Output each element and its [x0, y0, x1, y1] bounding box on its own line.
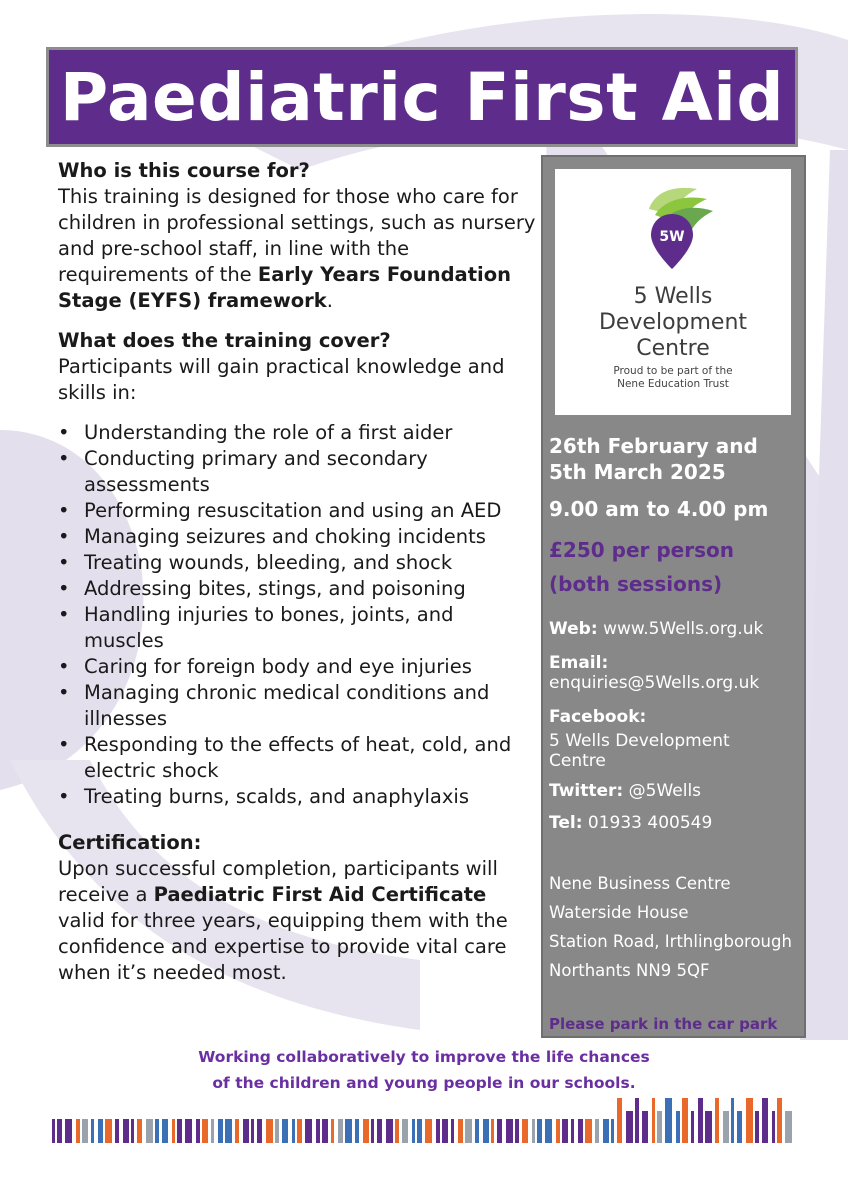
facebook-link[interactable]: [549, 731, 804, 771]
list-item: [58, 420, 538, 446]
tel-row: [549, 813, 804, 833]
decorative-bar: [762, 1098, 768, 1143]
decorative-bar: [202, 1119, 208, 1143]
cert-heading: Certification:: [58, 831, 202, 854]
list-item-text: Conducting primary and secondary assessments: [84, 447, 428, 496]
decorative-bar: [316, 1119, 320, 1143]
decorative-bar: [76, 1119, 80, 1143]
decorative-bar: [417, 1119, 422, 1143]
decorative-bar: [363, 1119, 369, 1143]
decorative-bar: [235, 1119, 239, 1143]
decorative-bar: [571, 1119, 574, 1143]
decorative-bar: [292, 1119, 295, 1143]
list-item: [58, 498, 538, 524]
decorative-bar: [251, 1119, 254, 1143]
list-item-text: Performing resuscitation and using an AED: [84, 499, 502, 522]
eyfs-bold: Early Years Foundation Stage (EYFS) framework: [58, 263, 511, 312]
bullet-icon: •: [58, 447, 70, 470]
decorative-bar: [345, 1119, 352, 1143]
decorative-bar: [146, 1119, 153, 1143]
tel-label: Tel:: [549, 813, 583, 833]
who-text-end: .: [326, 289, 333, 312]
logo-name: [555, 284, 791, 362]
decorative-bar: [275, 1119, 279, 1143]
web-label: Web:: [549, 619, 598, 639]
bullet-icon: •: [58, 681, 70, 704]
decorative-bar: [578, 1119, 583, 1143]
price-line1: £250 per person: [549, 538, 734, 562]
address-line: Nene Business Centre: [549, 874, 731, 893]
bullet-icon: •: [58, 785, 70, 808]
list-item: [58, 732, 538, 784]
decorative-bar: [491, 1119, 494, 1143]
cert-bold: Paediatric First Aid Certificate: [153, 883, 487, 906]
cover-list: [58, 420, 538, 810]
decorative-bar: [497, 1119, 502, 1143]
decorative-bar: [595, 1119, 599, 1143]
decorative-bar: [458, 1119, 463, 1143]
logo-name-line1: 5 Wells: [633, 284, 713, 309]
decorative-bar: [642, 1111, 648, 1143]
decorative-bar: [65, 1119, 72, 1143]
web-link[interactable]: www.5Wells.org.uk: [603, 619, 764, 639]
parking-note: Please park in the car park: [549, 1015, 778, 1033]
list-item-text: Treating burns, scalds, and anaphylaxis: [84, 785, 469, 808]
list-item-text: Handling injuries to bones, joints, and muscles: [84, 603, 454, 652]
decorative-bar: [105, 1119, 112, 1143]
5w-logo-icon: [555, 169, 791, 281]
bullet-icon: •: [58, 421, 70, 444]
logo-panel: [555, 169, 791, 415]
logo-name-line3: Centre: [636, 336, 710, 361]
decorative-bar: [585, 1119, 592, 1143]
decorative-bar: [556, 1119, 560, 1143]
decorative-bar: [652, 1098, 655, 1143]
logo-name-line2: Development: [598, 310, 748, 335]
cover-section: [58, 328, 538, 810]
decorative-bar: [425, 1119, 432, 1143]
decorative-bar: [562, 1119, 568, 1143]
decorative-bar: [196, 1119, 200, 1143]
list-item-text: Addressing bites, stings, and poisoning: [84, 577, 466, 600]
decorative-bar-strip: [52, 1085, 796, 1147]
decorative-bar: [451, 1119, 454, 1143]
address-line: Station Road, Irthlingborough: [549, 932, 792, 951]
list-item-text: Managing chronic medical conditions and illnesses: [84, 681, 490, 730]
who-text: This training is designed for those who care for children in professional settings, such as nursery and pre-school staff, in line with the requirements of the: [58, 185, 536, 286]
web-row: [549, 619, 804, 639]
decorative-bar: [338, 1119, 343, 1143]
date-line1: 26th February and: [549, 434, 758, 458]
decorative-bar: [665, 1098, 672, 1143]
bullet-icon: •: [58, 655, 70, 678]
decorative-bar: [475, 1119, 479, 1143]
decorative-bar: [211, 1119, 214, 1143]
facebook-value-line2: Centre: [549, 751, 606, 771]
decorative-bar: [777, 1098, 782, 1143]
decorative-bar: [225, 1119, 232, 1143]
email-link[interactable]: enquiries@5Wells.org.uk: [549, 673, 760, 693]
decorative-bar: [626, 1111, 633, 1143]
decorative-bar: [395, 1119, 399, 1143]
decorative-bar: [305, 1119, 312, 1143]
decorative-bar: [412, 1119, 415, 1143]
decorative-bar: [162, 1119, 168, 1143]
who-heading: Who is this course for?: [58, 159, 310, 182]
decorative-bar: [123, 1119, 129, 1143]
logo-tagline-line2: Nene Education Trust: [617, 378, 729, 390]
price-line2: (both sessions): [549, 572, 723, 596]
decorative-bar: [737, 1111, 742, 1143]
twitter-row: [549, 781, 804, 801]
bullet-icon: •: [58, 525, 70, 548]
decorative-bar: [266, 1119, 273, 1143]
footer-line2: of the children and young people in our schools.: [212, 1074, 636, 1092]
list-item-text: Managing seizures and choking incidents: [84, 525, 486, 548]
decorative-bar: [698, 1098, 703, 1143]
decorative-bar: [322, 1119, 328, 1143]
course-dates: [549, 433, 799, 485]
decorative-bar: [131, 1119, 134, 1143]
decorative-bar: [185, 1119, 192, 1143]
address-block: [549, 869, 792, 985]
decorative-bar: [603, 1119, 609, 1143]
bullet-icon: •: [58, 603, 70, 626]
decorative-bar: [402, 1119, 408, 1143]
facebook-value-line1: 5 Wells Development: [549, 731, 730, 751]
decorative-bar: [355, 1119, 359, 1143]
course-time: 9.00 am to 4.00 pm: [549, 497, 769, 521]
decorative-bar: [515, 1119, 519, 1143]
decorative-bar: [371, 1119, 374, 1143]
list-item: [58, 576, 538, 602]
cover-heading: What does the training cover?: [58, 329, 391, 352]
course-price: [549, 533, 734, 601]
decorative-bar: [98, 1119, 103, 1143]
footer-line1: Working collaboratively to improve the life chances: [198, 1048, 650, 1066]
tel-value: 01933 400549: [587, 813, 713, 833]
list-item: [58, 784, 538, 810]
decorative-bar: [746, 1098, 753, 1143]
logo-tagline-line1: Proud to be part of the: [613, 365, 733, 377]
cert-text: Upon successful completion, participants will receive a: [58, 857, 498, 906]
title-banner: [46, 47, 798, 147]
decorative-bar: [282, 1119, 288, 1143]
decorative-bar: [545, 1119, 552, 1143]
decorative-bar: [635, 1098, 639, 1143]
decorative-bar: [682, 1098, 688, 1143]
decorative-bar: [331, 1119, 334, 1143]
decorative-bar: [532, 1119, 535, 1143]
decorative-bar: [715, 1098, 719, 1143]
decorative-bar: [91, 1119, 94, 1143]
bullet-icon: •: [58, 577, 70, 600]
decorative-bar: [137, 1119, 142, 1143]
list-item: [58, 602, 538, 654]
decorative-bar: [155, 1119, 159, 1143]
cert-paragraph: [58, 856, 538, 986]
decorative-bar: [82, 1119, 88, 1143]
decorative-bar: [785, 1111, 792, 1143]
twitter-link[interactable]: @5Wells: [628, 781, 702, 801]
decorative-bar: [705, 1111, 712, 1143]
list-item: [58, 550, 538, 576]
list-item: [58, 446, 538, 498]
decorative-bar: [243, 1119, 249, 1143]
contact-details: [549, 619, 804, 833]
decorative-bar: [436, 1119, 440, 1143]
list-item-text: Caring for foreign body and eye injuries: [84, 655, 472, 678]
email-label: Email:: [549, 653, 609, 673]
list-item: [58, 654, 538, 680]
decorative-bar: [218, 1119, 223, 1143]
page-title: Paediatric First Aid: [59, 58, 785, 136]
cert-text-end: valid for three years, equipping them with the confidence and expertise to provide vital care when it’s needed most.: [58, 909, 508, 984]
decorative-bar: [257, 1119, 262, 1143]
decorative-bar: [676, 1111, 680, 1143]
decorative-bar: [52, 1119, 55, 1143]
decorative-bar: [755, 1111, 759, 1143]
main-content: [58, 158, 538, 986]
address-line: Northants NN9 5QF: [549, 961, 710, 980]
decorative-bar: [537, 1119, 542, 1143]
logo-tagline: [555, 365, 791, 391]
who-paragraph: [58, 184, 538, 314]
decorative-bar: [172, 1119, 175, 1143]
decorative-bar: [506, 1119, 513, 1143]
decorative-bar: [115, 1119, 119, 1143]
decorative-bar: [772, 1111, 775, 1143]
address-line: Waterside House: [549, 903, 689, 922]
bullet-icon: •: [58, 733, 70, 756]
twitter-label: Twitter:: [549, 781, 624, 801]
decorative-bar: [522, 1119, 528, 1143]
list-item-text: Understanding the role of a first aider: [84, 421, 453, 444]
decorative-bar: [691, 1111, 694, 1143]
info-sidebar: [541, 155, 806, 1038]
decorative-bar: [442, 1119, 448, 1143]
facebook-label: Facebook:: [549, 707, 647, 727]
decorative-bar: [723, 1111, 729, 1143]
decorative-bar: [483, 1119, 489, 1143]
bullet-icon: •: [58, 551, 70, 574]
decorative-bar: [465, 1119, 472, 1143]
logo-badge-text: 5W: [659, 229, 685, 245]
date-line2: 5th March 2025: [549, 460, 726, 484]
list-item: [58, 524, 538, 550]
cover-intro: Participants will gain practical knowledge and skills in:: [58, 355, 505, 404]
bullet-icon: •: [58, 499, 70, 522]
decorative-bar: [386, 1119, 393, 1143]
list-item-text: Treating wounds, bleeding, and shock: [84, 551, 453, 574]
decorative-bar: [657, 1111, 662, 1143]
decorative-bar: [377, 1119, 382, 1143]
certification-section: [58, 830, 538, 986]
list-item: [58, 680, 538, 732]
decorative-bar: [177, 1119, 182, 1143]
decorative-bar: [731, 1098, 734, 1143]
decorative-bar: [57, 1119, 62, 1143]
decorative-bar: [617, 1098, 622, 1143]
decorative-bar: [611, 1119, 614, 1143]
list-item-text: Responding to the effects of heat, cold, and electric shock: [84, 733, 512, 782]
decorative-bar: [297, 1119, 302, 1143]
